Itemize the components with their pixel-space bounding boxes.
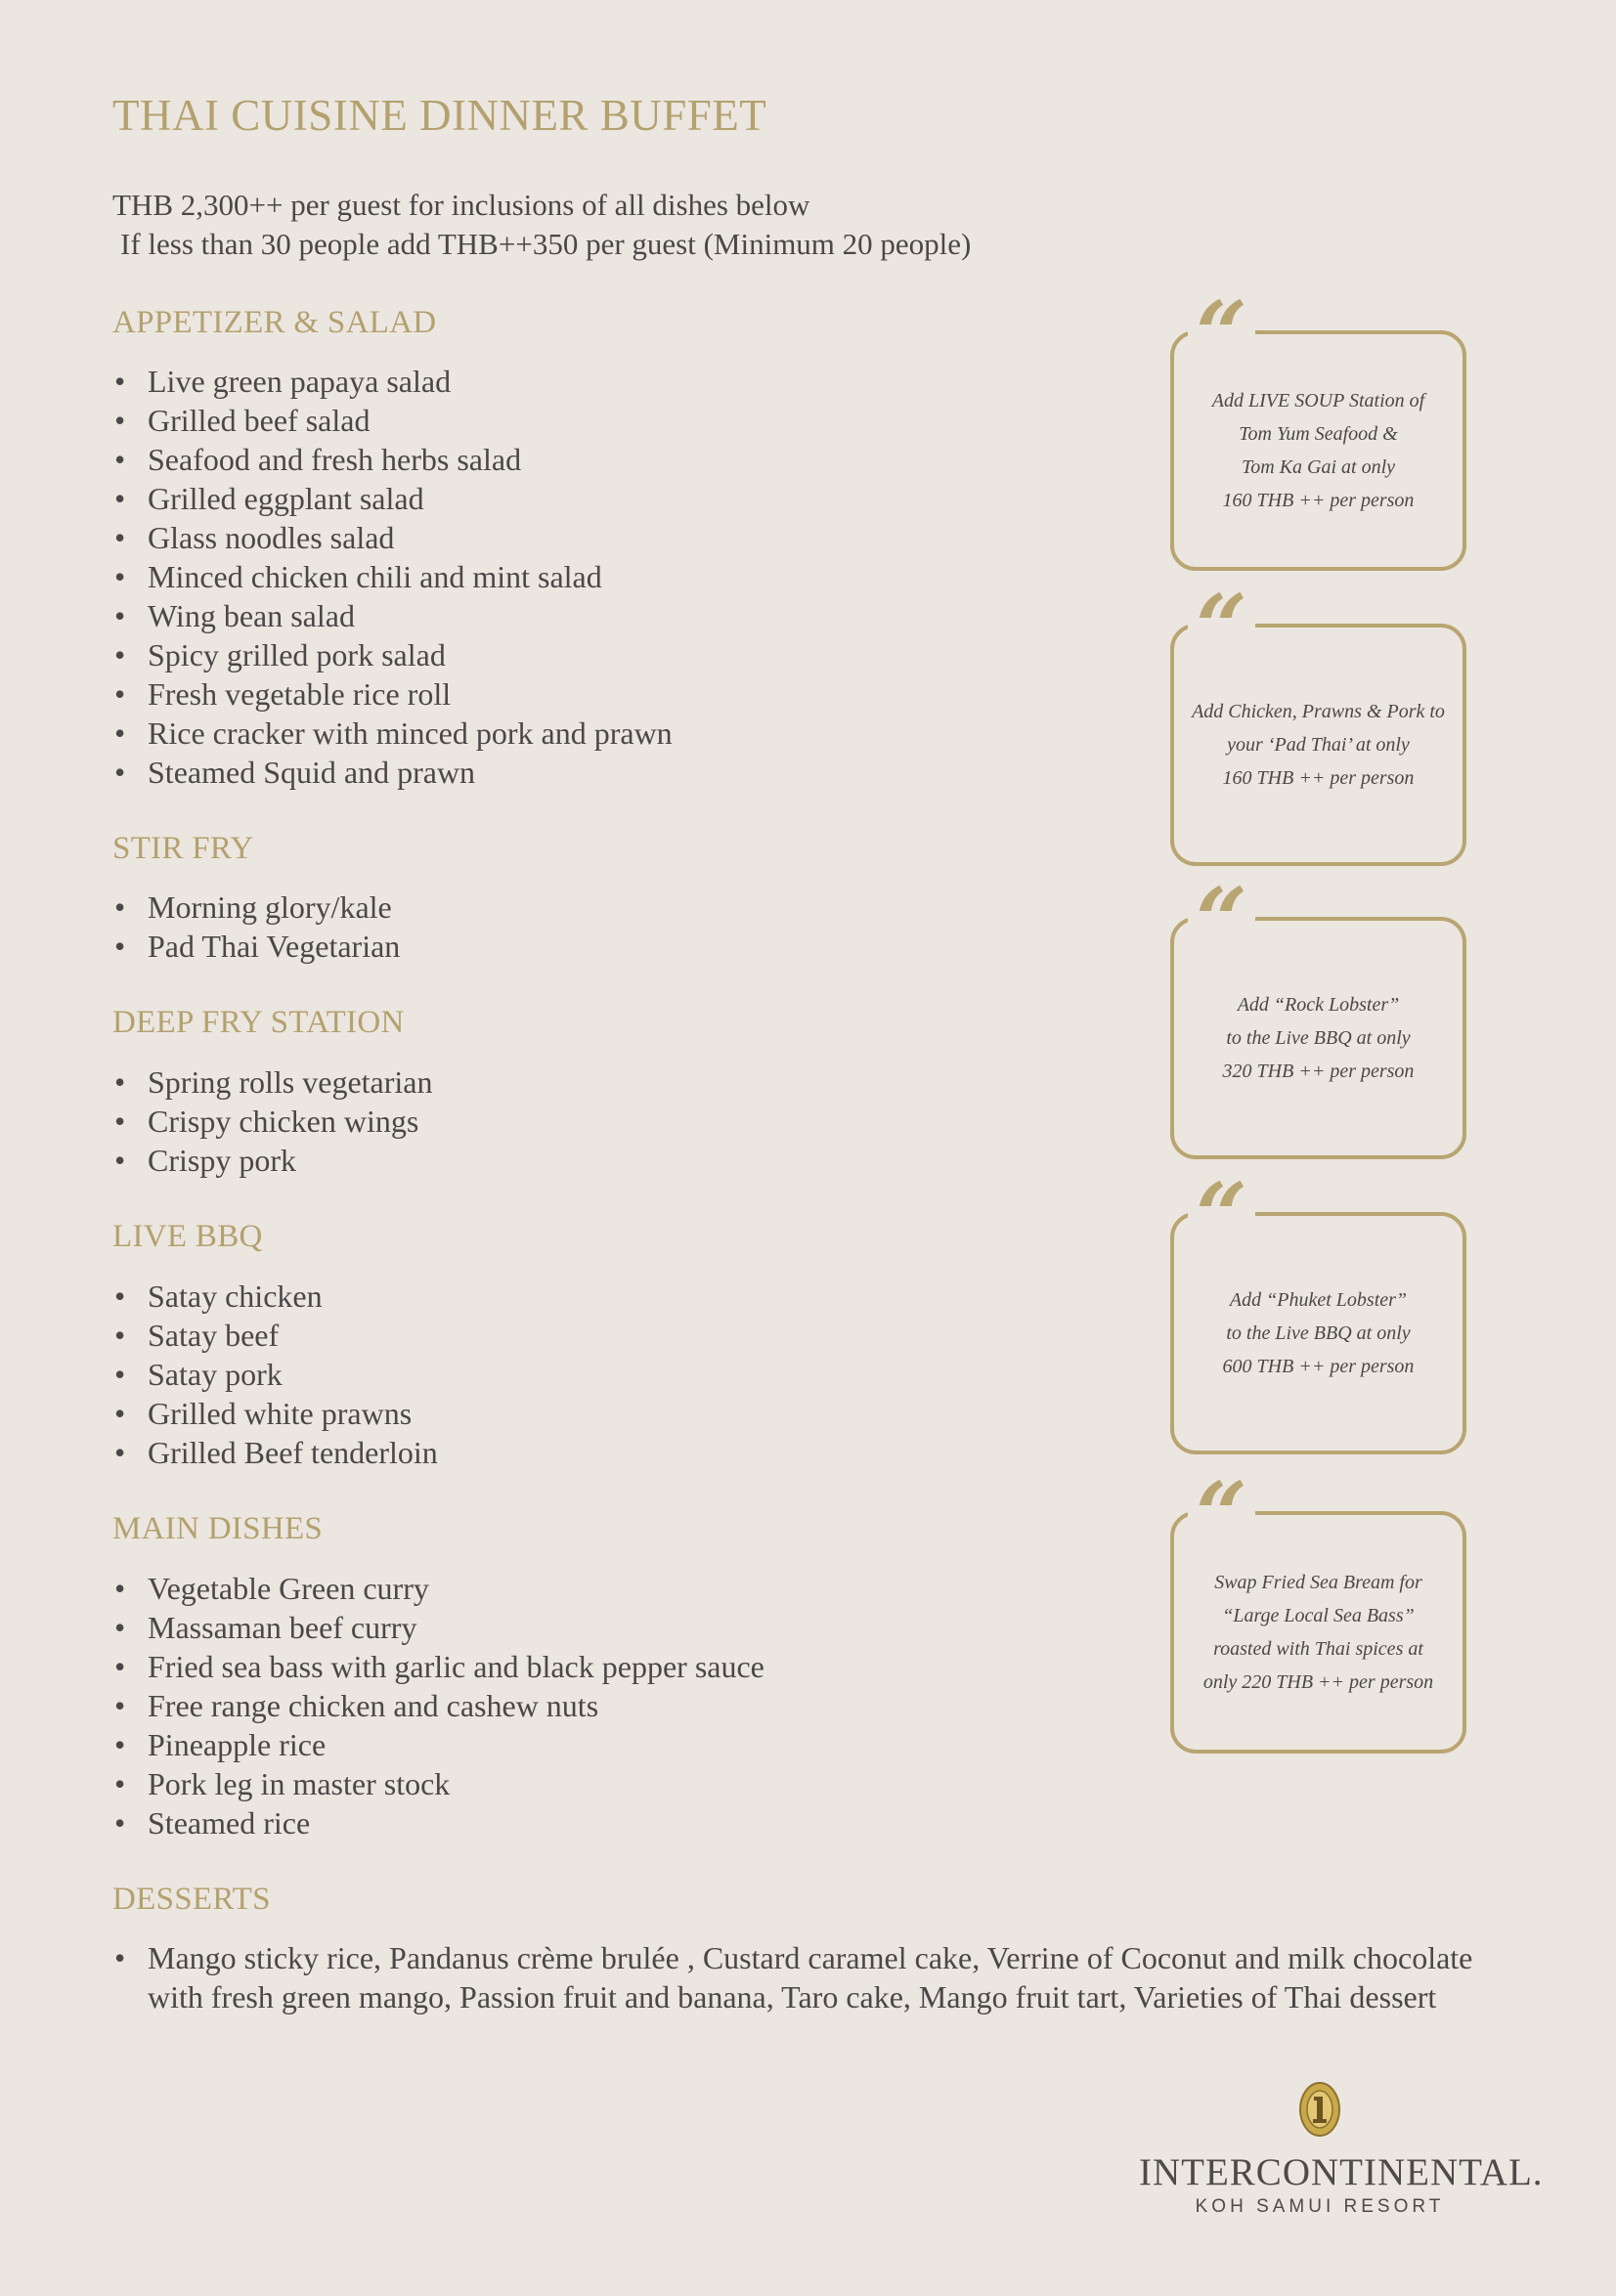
section-title-desserts: DESSERTS [112, 1882, 271, 1917]
desserts-list [112, 1938, 1501, 2016]
list-item: • Pad Thai Vegetarian [112, 927, 400, 966]
list-item: • Fried sea bass with garlic and black pepper sauce [112, 1647, 764, 1686]
addon-note-soup [1170, 282, 1466, 571]
list-item: • Massaman beef curry [112, 1608, 764, 1647]
list-item: • Crispy chicken wings [112, 1102, 432, 1141]
list-item: • Satay chicken [112, 1277, 438, 1316]
stir-fry-list [112, 888, 400, 966]
quote-mark-icon: “ [1188, 1470, 1255, 1560]
quote-mark-icon: “ [1188, 289, 1255, 379]
list-item: • Fresh vegetable rice roll [112, 674, 673, 714]
list-item: • Grilled eggplant salad [112, 479, 673, 518]
addon-note-rock-lobster [1170, 868, 1466, 1159]
price-line: THB 2,300++ per guest for inclusions of all dishes below [112, 188, 810, 222]
quote-mark-icon: “ [1188, 1171, 1255, 1261]
list-item: • Steamed rice [112, 1803, 764, 1842]
page-title: THAI CUISINE DINNER BUFFET [112, 91, 767, 140]
deep-fry-list [112, 1062, 432, 1180]
section-title-appetizer: APPETIZER & SALAD [112, 305, 437, 340]
list-item: • Glass noodles salad [112, 518, 673, 557]
addon-note-text: Add “Phuket Lobster” to the Live BBQ at only 600 THB ++ per person [1222, 1289, 1415, 1377]
list-item: • Steamed Squid and prawn [112, 753, 673, 792]
list-item: • Morning glory/kale [112, 888, 400, 927]
addon-note-pad-thai [1170, 575, 1466, 866]
quote-mark-icon: “ [1188, 876, 1255, 966]
section-title-stir-fry: STIR FRY [112, 831, 254, 866]
list-item: • Live green papaya salad [112, 362, 673, 401]
addon-note-phuket-lobster [1170, 1163, 1466, 1454]
group-size-line: If less than 30 people add THB++350 per guest (Minimum 20 people) [120, 227, 972, 261]
list-item: • Spring rolls vegetarian [112, 1062, 432, 1102]
addon-note-sea-bass [1170, 1462, 1466, 1754]
section-title-deep-fry: DEEP FRY STATION [112, 1005, 405, 1040]
list-item: • Free range chicken and cashew nuts [112, 1686, 764, 1725]
list-item: • Wing bean salad [112, 596, 673, 635]
list-item: • Mango sticky rice, Pandanus crème brulée , Custard caramel cake, Verrine of Coconut and milk chocolate with fresh green mango, Passion fruit and banana, Taro cake, Mango fruit tart, Varieties of Thai dessert [112, 1938, 1501, 2016]
main-dishes-list [112, 1569, 764, 1842]
list-item: • Crispy pork [112, 1141, 432, 1180]
list-item: • Pineapple rice [112, 1725, 764, 1764]
list-item: • Rice cracker with minced pork and prawn [112, 714, 673, 753]
quote-mark-icon: “ [1188, 583, 1255, 672]
appetizer-list [112, 362, 673, 792]
list-item: • Satay pork [112, 1355, 438, 1394]
addon-note-text: Add “Rock Lobster” to the Live BBQ at only 320 THB ++ per person [1222, 994, 1415, 1082]
list-item: • Grilled beef salad [112, 401, 673, 440]
section-title-live-bbq: LIVE BBQ [112, 1219, 263, 1254]
live-bbq-list [112, 1277, 438, 1472]
list-item: • Satay beef [112, 1316, 438, 1355]
addon-note-text: Add LIVE SOUP Station of Tom Yum Seafood & Tom Ka Gai at only 160 THB ++ per person [1211, 390, 1425, 511]
brand-name: INTERCONTINENTAL. [1139, 2151, 1544, 2193]
list-item: • Spicy grilled pork salad [112, 635, 673, 674]
list-item: • Seafood and fresh herbs salad [112, 440, 673, 479]
intercontinental-logo [1139, 2080, 1544, 2218]
addon-note-text: Swap Fried Sea Bream for “Large Local Sea Bass” roasted with Thai spices at only 220 THB ++ per person [1202, 1572, 1434, 1693]
section-title-main-dishes: MAIN DISHES [112, 1511, 324, 1546]
emblem-icon [1297, 2080, 1342, 2139]
list-item: • Grilled white prawns [112, 1394, 438, 1433]
intro [112, 186, 971, 264]
addon-note-text: Add Chicken, Prawns & Pork to your ‘Pad Thai’ at only 160 THB ++ per person [1192, 701, 1445, 789]
list-item: • Vegetable Green curry [112, 1569, 764, 1608]
resort-name: KOH SAMUI RESORT [1195, 2196, 1445, 2217]
list-item: • Grilled Beef tenderloin [112, 1433, 438, 1472]
list-item: • Pork leg in master stock [112, 1764, 764, 1803]
list-item: • Minced chicken chili and mint salad [112, 557, 673, 596]
